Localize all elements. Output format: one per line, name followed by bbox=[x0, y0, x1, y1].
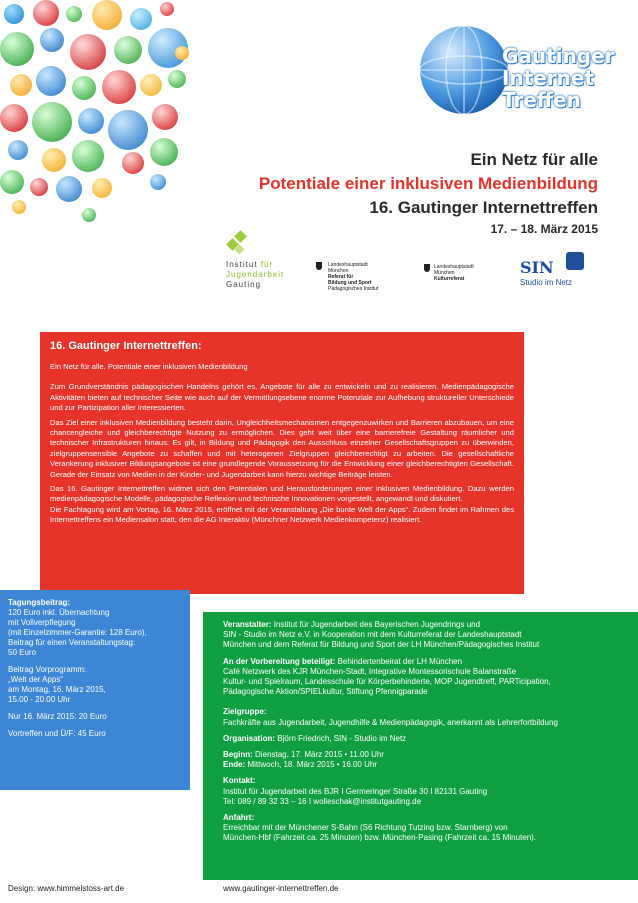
end-label: Ende: bbox=[223, 760, 246, 770]
bubble bbox=[150, 174, 166, 190]
lhm-bildung-line5: Pädagogisches Institut bbox=[328, 286, 379, 292]
logo-line2: Internet bbox=[502, 66, 595, 90]
bubble bbox=[82, 208, 96, 222]
sin-icon bbox=[566, 252, 584, 270]
bubble bbox=[78, 108, 104, 134]
intro-paragraph-1: Zum Grundverständnis pädagogischen Handelns gehört es, Angebote für alle zu entwickeln und zu realisieren. Medienpädagogische Aktivitäten bieten auf technischer Seite wie auch auf der Vermittlungsebene enorme Potenziale zur Aufhebung struktureller Unterschiede und zur Partizipation aller Interessierten. bbox=[50, 382, 514, 413]
fee-label: Tagungsbeitrag: bbox=[8, 598, 71, 607]
logo-line3: Treffen bbox=[502, 88, 581, 112]
organisation-block bbox=[223, 734, 638, 744]
logo-line1: Gautinger bbox=[502, 44, 615, 68]
contact-block bbox=[223, 776, 638, 807]
preparation-label: An der Vorbereitung beteiligt: bbox=[223, 656, 336, 666]
bubble bbox=[72, 140, 104, 172]
target-line: Fachkräfte aus Jugendarbeit, Jugendhilfe & Medienpädagogik, anerkannt als Lehrerfortbildung bbox=[223, 717, 558, 727]
fee-line: 120 Euro inkl. Übernachtung bbox=[8, 608, 110, 617]
partner-lhm-kultur-logo bbox=[424, 264, 494, 288]
intro-subtitle: Ein Netz für alle. Potentiale einer inklusiven Medienbildung bbox=[50, 362, 248, 371]
contact-line: Institut für Jugendarbeit des BJR I Germeringer Straße 30 I 82131 Gauting bbox=[223, 786, 488, 796]
ijg-line2: Jugendarbeit bbox=[226, 270, 285, 279]
contact-line: Tel: 089 / 89 32 33 – 16 I wolleschak@institutgauting.de bbox=[223, 796, 422, 806]
intro-box bbox=[40, 332, 524, 594]
bubble bbox=[0, 170, 24, 194]
bubble bbox=[92, 0, 122, 30]
only-monday-fee: Nur 16. März 2015: 20 Euro bbox=[8, 712, 107, 721]
bubble bbox=[92, 178, 112, 198]
design-credit: Design: www.himmelstoss-art.de bbox=[8, 884, 125, 893]
bubble bbox=[40, 28, 64, 52]
bubble bbox=[56, 176, 82, 202]
diamond-icon bbox=[235, 245, 245, 255]
bubble bbox=[114, 36, 142, 64]
coat-of-arms-icon bbox=[424, 264, 430, 272]
preparation-line: Kultur- und Spielraum, Landesschule für Körperbehinderte, MOP Jugendtreff, PARTicipation, bbox=[223, 677, 551, 687]
intro-title: 16. Gautinger Internettreffen: bbox=[50, 340, 202, 352]
bubble bbox=[152, 104, 178, 130]
headline-title: Ein Netz für alle bbox=[470, 150, 598, 169]
time-block bbox=[223, 750, 638, 770]
organizer-line: Institut für Jugendarbeit des Bayerischen Jugendrings und bbox=[273, 620, 481, 629]
arrival-line: München-Hbf (Fahrzeit ca. 25 Minuten) bzw. München-Pasing (Fahrzeit ca. 15 Minuten). bbox=[223, 833, 537, 843]
organizer-label: Veranstalter: bbox=[223, 620, 272, 629]
lhm-kultur-line1: Landeshauptstadt bbox=[434, 264, 474, 270]
pre-line: am Montag, 16. März 2015, bbox=[8, 685, 106, 694]
target-label: Zielgruppe: bbox=[223, 707, 267, 717]
pre-line: „Welt der Apps“ bbox=[8, 675, 63, 684]
bubble bbox=[33, 0, 59, 26]
headline-date: 17. – 18. März 2015 bbox=[490, 222, 598, 236]
speakers-fee: Vortreffen und Ü/F: 45 Euro bbox=[8, 729, 106, 738]
organisation-label: Organisation: bbox=[223, 733, 276, 743]
partner-sin-logo bbox=[520, 252, 592, 288]
fee-line: mit Vollverpflegung bbox=[8, 618, 76, 627]
bubble bbox=[168, 70, 186, 88]
intro-paragraph-3: Das 16. Gautinger Internettreffen widmet sich den Potentialen und Herausforderungen einer inklusiven Medienbildung. Dazu werden medienpädagogische Modelle, pädagogische Reflexion und technische Innovationen vorgestellt, angewandt und diskutiert. bbox=[50, 484, 514, 504]
bubble bbox=[12, 200, 26, 214]
lhm-kultur-line2: München bbox=[434, 270, 455, 276]
preparation-line: Behindertenbeirat der LH München bbox=[337, 656, 463, 666]
bubble bbox=[160, 2, 174, 16]
partner-lhm-bildung-logo bbox=[316, 262, 386, 292]
fees-box bbox=[0, 590, 190, 790]
gautinger-internet-treffen-logo bbox=[400, 22, 615, 132]
bubble bbox=[130, 8, 152, 30]
headline-subtitle: Potentiale einer inklusiven Medienbildung bbox=[258, 174, 598, 193]
contact-label: Kontakt: bbox=[223, 776, 256, 786]
info-box bbox=[203, 612, 638, 880]
arrival-line: Erreichbar mit der Münchener S-Bahn (S6 Richtung Tutzing bzw. Starnberg) von bbox=[223, 823, 508, 833]
pre-line: 15.00 - 20.00 Uhr bbox=[8, 695, 71, 704]
organisation-value: Björn Friedrich, SIN - Studio im Netz bbox=[277, 733, 407, 743]
bubble bbox=[122, 152, 144, 174]
intro-paragraph-4: Die Fachtagung wird am Vortag, 16. März 2015, eröffnet mit der Veranstaltung „Die bunte Welt der Apps“. Zudem findet im Rahmen des Internettreffens ein Mediensalon statt, den die AG Interaktiv (Münchner Netzwerk Medienkompetenz) realisiert. bbox=[50, 504, 514, 525]
headline-event: 16. Gautinger Internettreffen bbox=[369, 198, 598, 217]
bubble bbox=[0, 32, 34, 66]
fee-line: (mit Einzelzimmer-Garantie: 128 Euro), bbox=[8, 628, 147, 637]
bubble bbox=[70, 34, 106, 70]
bubble bbox=[8, 140, 28, 160]
fee-block bbox=[8, 598, 190, 658]
bubble bbox=[66, 6, 82, 22]
begin-value: Dienstag, 17. März 2015 • 11.00 Uhr bbox=[255, 750, 384, 760]
coat-of-arms-icon bbox=[316, 262, 322, 270]
organizer-block bbox=[223, 620, 638, 651]
bubble bbox=[108, 110, 148, 150]
lhm-kultur-line3: Kulturreferat bbox=[434, 276, 465, 282]
pre-program-block bbox=[8, 665, 190, 705]
fee-line: 50 Euro bbox=[8, 648, 37, 657]
arrival-label: Anfahrt: bbox=[223, 813, 255, 823]
sin-logo-text: SIN bbox=[520, 258, 554, 277]
organizer-line: München und dem Referat für Bildung und Sport der LH München/Pädagogisches Institut bbox=[223, 640, 540, 650]
bubble bbox=[140, 74, 162, 96]
lhm-bildung-line1: Landeshauptstadt bbox=[328, 262, 368, 268]
lhm-bildung-line3: Referat für bbox=[328, 274, 354, 280]
bubble bbox=[36, 66, 66, 96]
organizer-line: SIN - Studio im Netz e.V. in Kooperation mit dem Kulturreferat der Landeshauptstadt bbox=[223, 630, 522, 640]
ijg-line1: Institut für bbox=[226, 260, 274, 269]
preparation-line: Café Netzwerk des KJR München-Stadt, Integrative Montessorischule Balanstraße bbox=[223, 666, 517, 676]
preparation-line: Pädagogische Aktion/SPIELkultur, Stiftung Pfennigparade bbox=[223, 687, 428, 697]
arrival-block bbox=[223, 813, 638, 844]
end-value: Mittwoch, 18. März 2015 • 16.00 Uhr bbox=[247, 760, 377, 770]
lhm-bildung-line4: Bildung und Sport bbox=[328, 280, 372, 286]
pre-line: Beitrag Vorprogramm: bbox=[8, 665, 87, 674]
bubble bbox=[102, 70, 136, 104]
bubble bbox=[42, 148, 66, 172]
bubble bbox=[72, 76, 96, 100]
bubble bbox=[150, 138, 178, 166]
fee-line: Beitrag für einen Veranstaltungstag: bbox=[8, 638, 136, 647]
lhm-bildung-line2: München bbox=[328, 268, 349, 274]
bubble bbox=[30, 178, 48, 196]
sin-logo-subtitle: Studio im Netz bbox=[520, 278, 573, 287]
preparation-block bbox=[223, 657, 638, 698]
bubble bbox=[0, 104, 28, 132]
bubble bbox=[32, 102, 72, 142]
intro-paragraph-2: Das Ziel einer inklusiven Medienbildung besteht darin, Ungleichheitsmechanismen entgegenzuwirken und Barrieren abzubauen, um eine chancengleiche und gleichberechtigte Nutzung zu ermöglichen. Dies geht weit über eine barrierefreie Gestaltung räumlicher und technischer Infrastrukturen hinaus: Es gilt, in Bildung und Pädagogik den Ausschluss einzelner Gesellschaftsgruppen zu überwinden, zielgruppensensible Angebote zu schaffen und mit heterogenen Zielgruppen gleichberechtigt zu arbeiten. Die gesellschaftliche Verankerung inklusiver Bildungsangebote ist eine grundlegende Voraussetzung für die Entwicklung einer gleichberechtigten Gesellschaft. Gerade der Einsatz von Medien in der Kinder- und Jugendarbeit kann hierzu wichtige Beiträge leisten. bbox=[50, 417, 514, 479]
website-link[interactable]: www.gautinger-internettreffen.de bbox=[223, 884, 339, 893]
bubble bbox=[10, 74, 32, 96]
bubble bbox=[4, 4, 24, 24]
begin-label: Beginn: bbox=[223, 750, 253, 760]
ijg-line3: Gauting bbox=[226, 280, 262, 289]
partner-ijg-logo bbox=[222, 232, 302, 292]
target-group-block bbox=[223, 707, 638, 727]
bubble bbox=[175, 46, 189, 60]
